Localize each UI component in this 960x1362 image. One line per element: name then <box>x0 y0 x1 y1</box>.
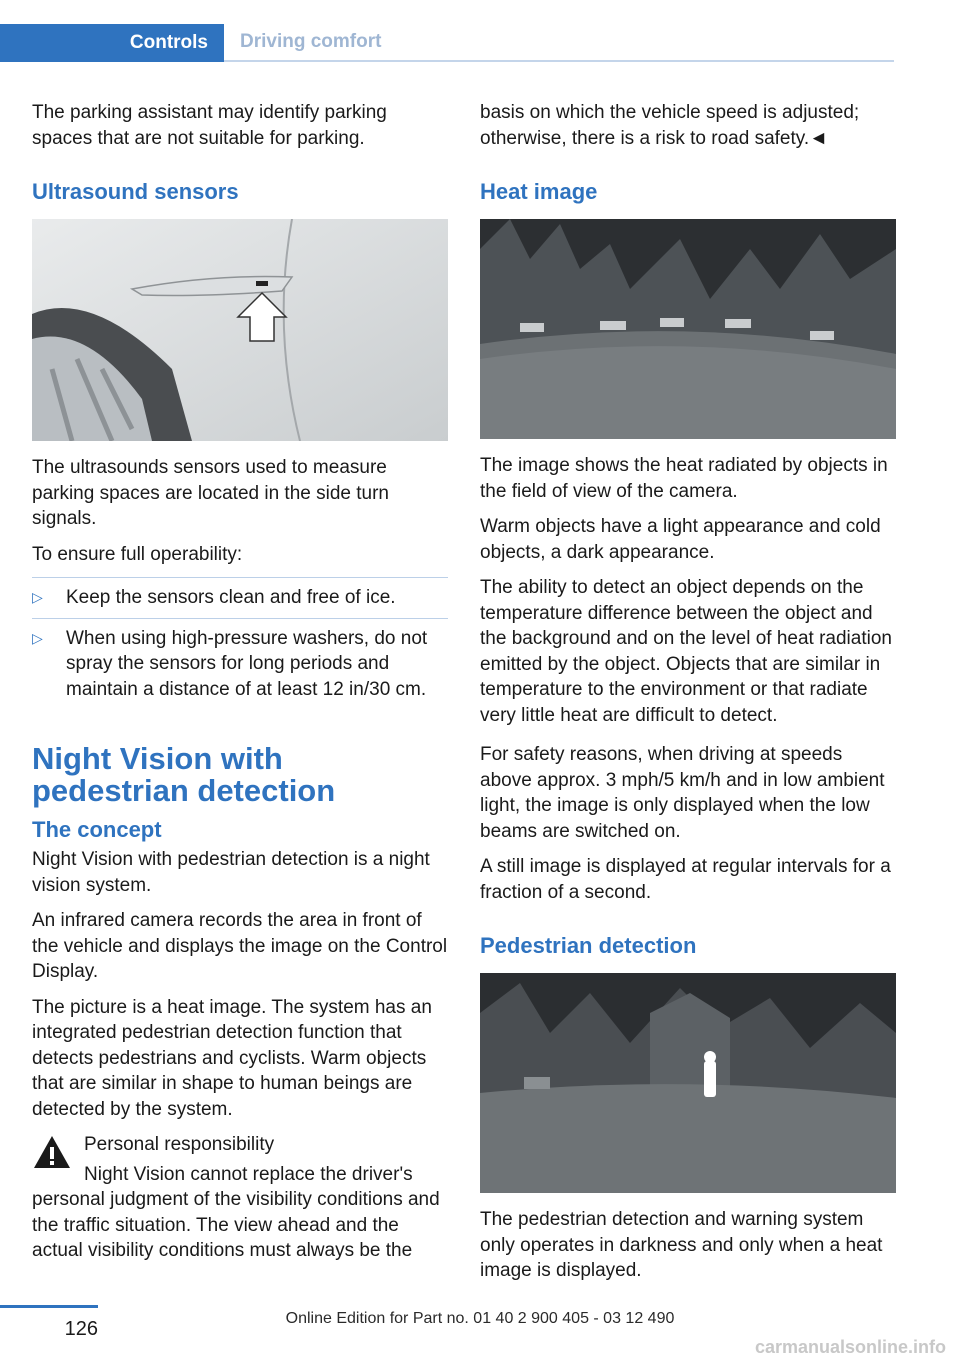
list-item <box>32 585 448 611</box>
pedestrian-detection-figure <box>480 973 896 1193</box>
left-column <box>32 100 448 1274</box>
paragraph: To ensure full operability: <box>32 543 243 565</box>
paragraph: The parking assistant may identify parking spaces that are not suitable for parking. <box>32 102 387 149</box>
warning-text: Night Vision cannot replace the driver's <box>84 1163 413 1185</box>
paragraph: The ability to detect an object depends on the temperature difference between the object and the background and on the level of heat radiation emitted by the object. Objects that are similar in temperature to the environment or that radiate very little heat are difficult to detect. <box>480 577 892 726</box>
paragraph: A still image is displayed at regular intervals for a fraction of a second. <box>480 856 891 903</box>
right-column <box>480 100 896 1294</box>
list-item-text: When using high-pressure washers, do not spray the sensors for long periods and maintain a distance of at least 12 in/30 cm. <box>66 627 428 700</box>
divider <box>32 618 448 619</box>
heading-the-concept: The concept <box>32 817 162 842</box>
paragraph: basis on which the vehicle speed is adjusted; otherwise, there is a risk to road safety.◄ <box>480 102 860 149</box>
heading-ultrasound-sensors: Ultrasound sensors <box>32 179 239 204</box>
paragraph: The picture is a heat image. The system has an integrated pedestrian detection function that detects pedestrians and cyclists. Warm objects that are similar in shape to human beings are detected by the system. <box>32 996 432 1120</box>
heading-night-vision: Night Vision with pedestrian detection <box>32 741 336 808</box>
list-item-text: Keep the sensors clean and free of ice. <box>66 587 396 608</box>
paragraph: The pedestrian detection and warning system only operates in darkness and only when a heat image is displayed. <box>480 1209 883 1281</box>
page-number: 126 <box>0 1305 98 1341</box>
footer-edition: Online Edition for Part no. 01 40 2 900 405 - 03 12 490 <box>285 1310 675 1327</box>
paragraph: The image shows the heat radiated by objects in the field of view of the camera. <box>480 455 888 502</box>
header-tab-controls: Controls <box>0 24 224 62</box>
warning-text: personal judgment of the visibility conditions and the traffic situation. The view ahead and the actual visibility conditions must always be the <box>32 1189 440 1261</box>
paragraph: The ultrasounds sensors used to measure parking spaces are located in the side turn signals. <box>32 457 389 529</box>
triangle-bullet-icon: ▷ <box>32 589 43 605</box>
paragraph: Warm objects have a light appearance and cold objects, a dark appearance. <box>480 516 881 563</box>
heading-pedestrian-detection: Pedestrian detection <box>480 933 697 958</box>
watermark: carmanualsonline.info <box>754 1337 946 1357</box>
paragraph: An infrared camera records the area in front of the vehicle and displays the image on the Control Display. <box>32 910 448 982</box>
warning-box <box>32 1132 448 1264</box>
paragraph: Night Vision with pedestrian detection is a night vision system. <box>32 849 430 896</box>
ultrasound-sensor-figure <box>32 219 448 441</box>
heat-image-figure <box>480 219 896 439</box>
warning-triangle-icon <box>32 1134 72 1170</box>
header-tab-driving-comfort: Driving comfort <box>224 24 894 62</box>
triangle-bullet-icon: ▷ <box>32 629 43 646</box>
divider <box>32 577 448 578</box>
warning-title: Personal responsibility <box>84 1134 275 1155</box>
heading-heat-image: Heat image <box>480 179 598 204</box>
list-item <box>32 626 448 703</box>
paragraph: For safety reasons, when driving at speeds above approx. 3 mph/5 km/h and in low ambient light, the image is only displayed when the low beams are switched on. <box>480 744 885 842</box>
